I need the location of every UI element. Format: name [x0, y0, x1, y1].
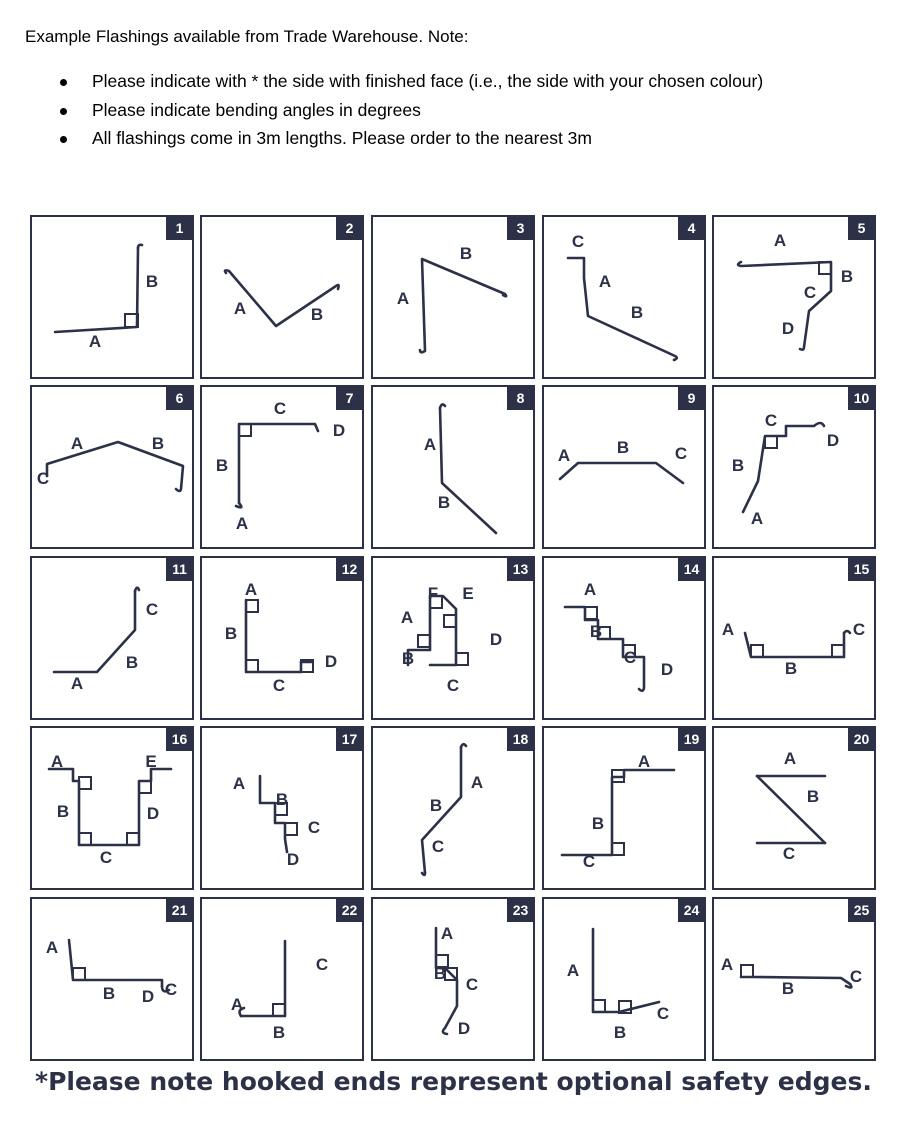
dimension-label: C [623, 648, 637, 667]
flashing-cell [372, 898, 534, 1060]
dimension-label: A [88, 332, 102, 351]
dimension-label: A [70, 434, 84, 453]
dimension-label: C [273, 399, 287, 418]
dimension-label: C [674, 444, 688, 463]
footnote: *Please note hooked ends represent optional safety edges. [35, 1067, 872, 1096]
flashing-cell [713, 898, 875, 1060]
dimension-label: B [145, 272, 159, 291]
dimension-label: A [232, 774, 246, 793]
dimension-label: C [465, 975, 479, 994]
dimension-label: B [433, 964, 447, 983]
dimension-label: C [164, 980, 178, 999]
cell-border [372, 386, 534, 548]
flashing-cell [543, 727, 705, 889]
dimension-label: A [235, 514, 249, 533]
dimension-label: A [244, 580, 258, 599]
dimension-label: B [429, 796, 443, 815]
flashing-cell [31, 727, 193, 889]
cell-border [31, 216, 193, 378]
dimension-label: A [45, 938, 59, 957]
dimension-label: C [803, 283, 817, 302]
flashing-number: 9 [687, 390, 696, 406]
dimension-label: C [431, 837, 445, 856]
dimension-label: C [36, 469, 50, 488]
flashing-number: 19 [683, 731, 700, 747]
flashing-number: 10 [853, 390, 870, 406]
dimension-label: C [446, 676, 460, 695]
dimension-label: D [457, 1019, 471, 1038]
dimension-label: D [332, 421, 346, 440]
dimension-label: A [720, 955, 734, 974]
note-item: Please indicate with * the side with finished face (i.e., the side with your chosen colour) [25, 70, 763, 99]
cell-border [31, 557, 193, 719]
dimension-label: C [145, 600, 159, 619]
flashing-number: 24 [683, 902, 700, 918]
flashing-number: 5 [857, 220, 866, 236]
flashing-cell [372, 557, 534, 719]
dimension-label: B [102, 984, 116, 1003]
dimension-label: D [489, 630, 503, 649]
dimension-label: C [849, 967, 863, 986]
flashing-cell [713, 386, 875, 548]
dimension-label: C [782, 844, 796, 863]
dimension-label: D [286, 850, 300, 869]
dimension-label: B [56, 802, 70, 821]
dimension-label: C [764, 411, 778, 430]
flashing-number: 22 [341, 902, 358, 918]
dimension-label: B [272, 1023, 286, 1042]
dimension-label: C [272, 676, 286, 695]
dimension-label: D [324, 652, 338, 671]
dimension-label: B [784, 659, 798, 678]
dimension-label: C [656, 1004, 670, 1023]
note-item: Please indicate bending angles in degrees [25, 99, 763, 128]
dimension-label: B [840, 267, 854, 286]
flashing-number: 3 [516, 220, 525, 236]
flashing-number: 23 [512, 902, 529, 918]
dimension-label: A [230, 995, 244, 1014]
cell-border [543, 557, 705, 719]
flashing-cell [372, 216, 534, 378]
dimension-label: B [151, 434, 165, 453]
flashing-cell [201, 898, 363, 1060]
dimension-label: B [275, 790, 289, 809]
flashing-number: 17 [341, 731, 358, 747]
dimension-label: A [721, 620, 735, 639]
flashing-number: 15 [853, 561, 870, 577]
dimension-label: C [571, 232, 585, 251]
flashing-cell [31, 557, 193, 719]
dimension-label: A [233, 299, 247, 318]
dimension-label: B [437, 493, 451, 512]
dimension-label: B [781, 979, 795, 998]
flashing-cell [31, 216, 193, 378]
flashing-number: 25 [853, 902, 870, 918]
dimension-label: E [145, 752, 157, 771]
flashing-cell [543, 898, 705, 1060]
dimension-label: A [70, 674, 84, 693]
flashing-number: 4 [687, 220, 696, 236]
flashing-cell [201, 386, 363, 548]
dimension-label: B [310, 305, 324, 324]
cell-border [713, 557, 875, 719]
cell-border [543, 727, 705, 889]
note-item: All flashings come in 3m lengths. Please order to the nearest 3m [25, 127, 763, 156]
dimension-label: A [750, 509, 764, 528]
profile-line [422, 873, 425, 875]
flashing-cell [713, 557, 875, 719]
dimension-label: B [125, 653, 139, 672]
dimension-label: B [589, 622, 603, 641]
cell-border [713, 216, 875, 378]
intro-title: Example Flashings available from Trade Warehouse. Note: [25, 27, 469, 46]
cell-border [201, 216, 363, 378]
flashing-number: 1 [175, 220, 184, 236]
dimension-label: D [141, 987, 155, 1006]
flashing-number: 7 [345, 390, 354, 406]
dimension-label: B [613, 1023, 627, 1042]
dimension-label: E [462, 584, 474, 603]
flashing-cell [713, 727, 875, 889]
dimension-label: B [459, 244, 473, 263]
dimension-label: B [401, 649, 415, 668]
dimension-label: A [557, 446, 571, 465]
flashing-number: 21 [171, 902, 188, 918]
dimension-label: A [423, 435, 437, 454]
dimension-label: A [440, 924, 454, 943]
flashing-number: 2 [345, 220, 354, 236]
dimension-label: B [224, 624, 238, 643]
flashing-number: 20 [853, 731, 870, 747]
dimension-label: D [146, 804, 160, 823]
flashing-number: 8 [516, 390, 525, 406]
flashing-number: 18 [512, 731, 529, 747]
dimension-label: A [50, 752, 64, 771]
flashing-cell [31, 898, 193, 1060]
dimension-label: A [583, 580, 597, 599]
flashing-number: 6 [175, 390, 184, 406]
dimension-label: A [773, 231, 787, 250]
dimension-label: B [215, 456, 229, 475]
cell-border [372, 727, 534, 889]
dimension-label: C [852, 620, 866, 639]
dimension-label: A [637, 752, 651, 771]
flashing-number: 14 [683, 561, 700, 577]
cell-border [31, 386, 193, 548]
dimension-label: A [598, 272, 612, 291]
dimension-label: A [470, 773, 484, 792]
flashing-number: 16 [171, 731, 188, 747]
flashing-cell [372, 386, 534, 548]
flashing-cell [31, 386, 193, 548]
dimension-label: B [731, 456, 745, 475]
flashing-cell [201, 727, 363, 889]
dimension-label: C [582, 852, 596, 871]
cell-border [543, 386, 705, 548]
flashing-cell [543, 557, 705, 719]
dimension-label: C [315, 955, 329, 974]
cell-border [543, 216, 705, 378]
dimension-label: F [427, 584, 439, 603]
flashing-cell [201, 216, 363, 378]
dimension-label: B [630, 303, 644, 322]
flashing-number: 11 [172, 561, 187, 577]
dimension-label: C [99, 848, 113, 867]
dimension-label: C [307, 818, 321, 837]
flashing-cell [543, 216, 705, 378]
dimension-label: A [783, 749, 797, 768]
dimension-label: D [660, 660, 674, 679]
dimension-label: B [591, 814, 605, 833]
flashing-cell [713, 216, 875, 378]
flashing-cell [201, 557, 363, 719]
flashing-number: 12 [341, 561, 358, 577]
dimension-label: A [396, 289, 410, 308]
flashing-cell [543, 386, 705, 548]
dimension-label: A [400, 608, 414, 627]
dimension-label: A [566, 961, 580, 980]
flashing-cell [372, 727, 534, 889]
dimension-label: B [616, 438, 630, 457]
flashing-number: 13 [512, 561, 529, 577]
dimension-label: D [781, 319, 795, 338]
dimension-label: D [826, 431, 840, 450]
dimension-label: B [806, 787, 820, 806]
